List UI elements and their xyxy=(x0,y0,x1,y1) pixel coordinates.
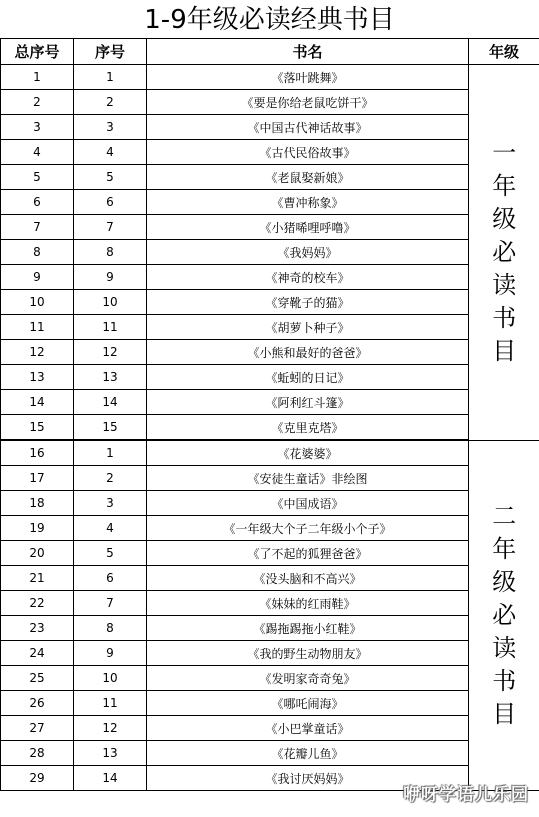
watermark: 咿呀学语儿乐园 xyxy=(403,785,529,805)
book-name-cell: 《小熊和最好的爸爸》 xyxy=(147,340,469,365)
total-seq-cell: 7 xyxy=(1,215,74,240)
total-seq-cell: 4 xyxy=(1,140,74,165)
seq-cell: 10 xyxy=(74,666,147,691)
table-row xyxy=(1,265,539,290)
total-seq-cell: 17 xyxy=(1,466,74,491)
grade-label-char: 读 xyxy=(492,270,517,299)
table-row xyxy=(1,215,539,240)
header-grade: 年级 xyxy=(469,39,539,65)
seq-cell: 6 xyxy=(74,190,147,215)
header-book-name: 书名 xyxy=(147,39,469,65)
seq-cell: 12 xyxy=(74,716,147,741)
seq-cell: 13 xyxy=(74,741,147,766)
grade-label-char: 一 xyxy=(492,138,517,167)
table-row xyxy=(1,440,539,466)
seq-cell: 15 xyxy=(74,415,147,441)
table-row xyxy=(1,340,539,365)
table-row xyxy=(1,466,539,491)
seq-cell: 7 xyxy=(74,215,147,240)
table-row xyxy=(1,491,539,516)
total-seq-cell: 6 xyxy=(1,190,74,215)
total-seq-cell: 3 xyxy=(1,115,74,140)
table-row xyxy=(1,541,539,566)
seq-cell: 3 xyxy=(74,491,147,516)
grade-label-char: 二 xyxy=(492,501,517,530)
grade-label-char: 年 xyxy=(492,534,517,563)
book-name-cell: 《了不起的狐狸爸爸》 xyxy=(147,541,469,566)
book-name-cell: 《古代民俗故事》 xyxy=(147,140,469,165)
seq-cell: 14 xyxy=(74,766,147,791)
grade-label-char: 必 xyxy=(492,600,517,629)
seq-cell: 12 xyxy=(74,340,147,365)
book-name-cell: 《哪吒闹海》 xyxy=(147,691,469,716)
table-row xyxy=(1,365,539,390)
seq-cell: 1 xyxy=(74,65,147,90)
book-name-cell: 《神奇的校车》 xyxy=(147,265,469,290)
seq-cell: 11 xyxy=(74,691,147,716)
table-row xyxy=(1,240,539,265)
table-row xyxy=(1,741,539,766)
book-name-cell: 《穿靴子的猫》 xyxy=(147,290,469,315)
total-seq-cell: 22 xyxy=(1,591,74,616)
table-row xyxy=(1,415,539,441)
table-row xyxy=(1,566,539,591)
seq-cell: 2 xyxy=(74,466,147,491)
seq-cell: 14 xyxy=(74,390,147,415)
total-seq-cell: 24 xyxy=(1,641,74,666)
book-name-cell: 《我妈妈》 xyxy=(147,240,469,265)
table-row xyxy=(1,115,539,140)
book-name-cell: 《安徒生童话》非绘图 xyxy=(147,466,469,491)
total-seq-cell: 8 xyxy=(1,240,74,265)
book-name-cell: 《没头脑和不高兴》 xyxy=(147,566,469,591)
book-name-cell: 《阿利红斗篷》 xyxy=(147,390,469,415)
grade-label-char: 目 xyxy=(492,336,517,365)
book-name-cell: 《克里克塔》 xyxy=(147,415,469,441)
table-row xyxy=(1,140,539,165)
table-row xyxy=(1,716,539,741)
header-seq: 序号 xyxy=(74,39,147,65)
total-seq-cell: 16 xyxy=(1,440,74,466)
book-list-table xyxy=(0,38,539,791)
book-name-cell: 《妹妹的红雨鞋》 xyxy=(147,591,469,616)
table-row xyxy=(1,290,539,315)
table-row xyxy=(1,65,539,90)
book-name-cell: 《踢拖踢拖小红鞋》 xyxy=(147,616,469,641)
book-name-cell: 《胡萝卜种子》 xyxy=(147,315,469,340)
total-seq-cell: 10 xyxy=(1,290,74,315)
table-row xyxy=(1,691,539,716)
total-seq-cell: 29 xyxy=(1,766,74,791)
grade-label-char: 级 xyxy=(492,204,517,233)
seq-cell: 4 xyxy=(74,140,147,165)
seq-cell: 11 xyxy=(74,315,147,340)
seq-cell: 1 xyxy=(74,440,147,466)
seq-cell: 9 xyxy=(74,265,147,290)
seq-cell: 10 xyxy=(74,290,147,315)
grade-label-char: 书 xyxy=(492,303,517,332)
book-name-cell: 《花瓣儿鱼》 xyxy=(147,741,469,766)
total-seq-cell: 12 xyxy=(1,340,74,365)
seq-cell: 13 xyxy=(74,365,147,390)
total-seq-cell: 9 xyxy=(1,265,74,290)
total-seq-cell: 28 xyxy=(1,741,74,766)
book-name-cell: 《我讨厌妈妈》 xyxy=(147,766,469,791)
book-name-cell: 《要是你给老鼠吃饼干》 xyxy=(147,90,469,115)
seq-cell: 5 xyxy=(74,541,147,566)
table-row xyxy=(1,666,539,691)
total-seq-cell: 1 xyxy=(1,65,74,90)
book-name-cell: 《落叶跳舞》 xyxy=(147,65,469,90)
total-seq-cell: 15 xyxy=(1,415,74,441)
grade-label-char: 书 xyxy=(492,666,517,695)
total-seq-cell: 19 xyxy=(1,516,74,541)
table-row xyxy=(1,390,539,415)
total-seq-cell: 2 xyxy=(1,90,74,115)
total-seq-cell: 11 xyxy=(1,315,74,340)
book-name-cell: 《蚯蚓的日记》 xyxy=(147,365,469,390)
header-total-seq: 总序号 xyxy=(1,39,74,65)
seq-cell: 7 xyxy=(74,591,147,616)
grade-label-char: 必 xyxy=(492,237,517,266)
table-row xyxy=(1,641,539,666)
seq-cell: 8 xyxy=(74,616,147,641)
table-row xyxy=(1,190,539,215)
total-seq-cell: 18 xyxy=(1,491,74,516)
total-seq-cell: 21 xyxy=(1,566,74,591)
seq-cell: 4 xyxy=(74,516,147,541)
total-seq-cell: 20 xyxy=(1,541,74,566)
book-name-cell: 《花婆婆》 xyxy=(147,440,469,466)
header-row xyxy=(1,39,539,65)
grade-label-char: 读 xyxy=(492,633,517,662)
book-name-cell: 《中国古代神话故事》 xyxy=(147,115,469,140)
seq-cell: 3 xyxy=(74,115,147,140)
grade-label-char: 级 xyxy=(492,567,517,596)
total-seq-cell: 23 xyxy=(1,616,74,641)
book-name-cell: 《曹冲称象》 xyxy=(147,190,469,215)
table-row xyxy=(1,90,539,115)
book-name-cell: 《发明家奇奇兔》 xyxy=(147,666,469,691)
seq-cell: 8 xyxy=(74,240,147,265)
book-name-cell: 《小巴掌童话》 xyxy=(147,716,469,741)
book-name-cell: 《我的野生动物朋友》 xyxy=(147,641,469,666)
grade1-label-cell xyxy=(469,65,539,441)
table-row xyxy=(1,616,539,641)
grade-label-char: 年 xyxy=(492,171,517,200)
table-row xyxy=(1,315,539,340)
table-row xyxy=(1,165,539,190)
seq-cell: 6 xyxy=(74,566,147,591)
total-seq-cell: 5 xyxy=(1,165,74,190)
total-seq-cell: 13 xyxy=(1,365,74,390)
book-name-cell: 《一年级大个子二年级小个子》 xyxy=(147,516,469,541)
grade-label-char: 目 xyxy=(492,699,517,728)
total-seq-cell: 26 xyxy=(1,691,74,716)
seq-cell: 2 xyxy=(74,90,147,115)
grade2-label-cell xyxy=(469,440,539,791)
book-name-cell: 《中国成语》 xyxy=(147,491,469,516)
book-name-cell: 《小猪唏哩呼噜》 xyxy=(147,215,469,240)
table-row xyxy=(1,516,539,541)
total-seq-cell: 27 xyxy=(1,716,74,741)
book-name-cell: 《老鼠娶新娘》 xyxy=(147,165,469,190)
seq-cell: 5 xyxy=(74,165,147,190)
page-title: 1-9年级必读经典书目 xyxy=(144,5,395,35)
seq-cell: 9 xyxy=(74,641,147,666)
table-row xyxy=(1,591,539,616)
total-seq-cell: 14 xyxy=(1,390,74,415)
total-seq-cell: 25 xyxy=(1,666,74,691)
